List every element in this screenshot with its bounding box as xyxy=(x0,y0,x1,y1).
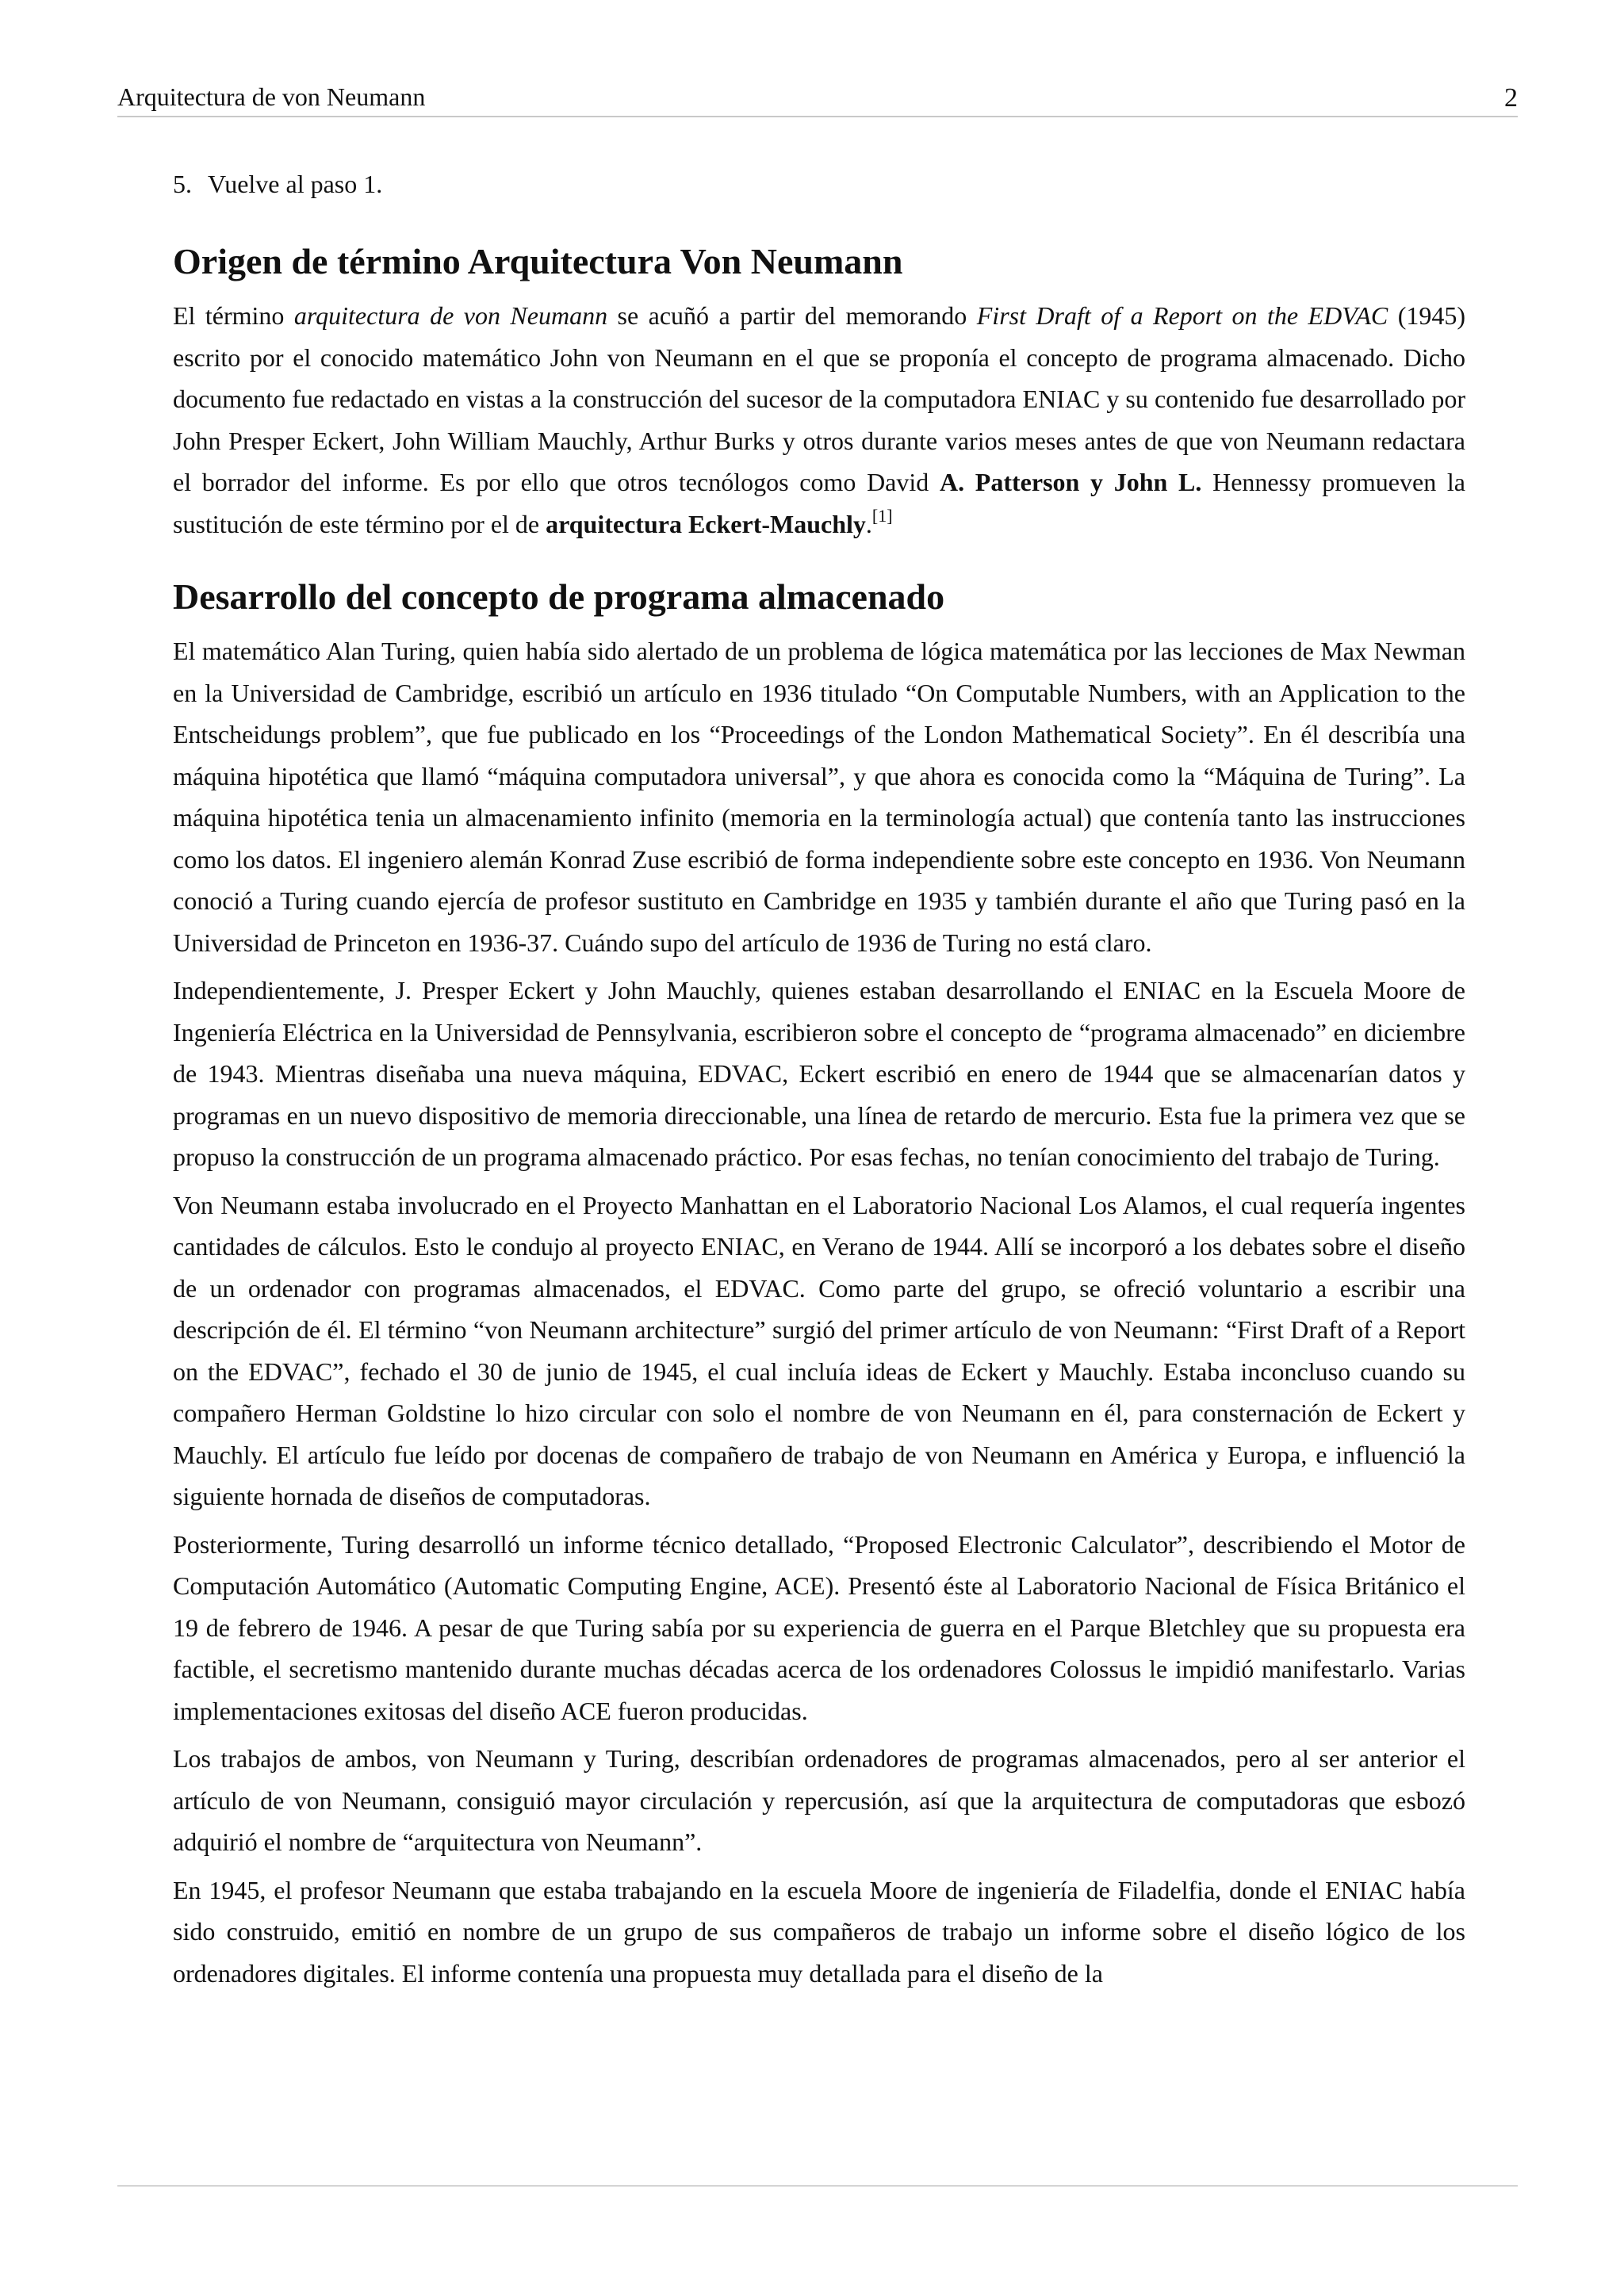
list-item-text: Vuelve al paso 1. xyxy=(208,170,383,198)
italic-term: arquitectura de von Neumann xyxy=(293,301,608,330)
bold-name: A. Patterson y John L. xyxy=(939,468,1202,496)
text-run: (1945) escrito por el conocido matemático John von Neumann en el que se proponía el concepto de programa almacenado. Dicho documento fue redactado en vistas a la construcción del sucesor de la computadora ENIAC y su contenido fue desarrollado por John Presper Eckert, John William Mauchly, Arthur Burks y otros durante varios meses antes de que von Neumann redactara el borrador del informe. Es por ello que otros tecnólogos como David xyxy=(173,301,1466,496)
text-run: se acuñó a partir del memorando xyxy=(607,301,977,330)
section-heading-desarrollo: Desarrollo del concepto de programa almacenado xyxy=(173,576,945,617)
paragraph xyxy=(173,295,1465,545)
paragraph: Independientemente, J. Presper Eckert y John Mauchly, quienes estaban desarrollando el ENIAC en la Escuela Moore de Ingeniería Eléctrica en la Universidad de Pennsylvania, escribieron sobre el concepto de “programa almacenado” en diciembre de 1943. Mientras diseñaba una nueva máquina, EDVAC, Eckert escribió en enero de 1944 que se almacenarían datos y programas en un nuevo dispositivo de memoria direccionable, una línea de retardo de mercurio. Esta fue la primera vez que se propuso la construcción de un programa almacenado práctico. Por esas fechas, no tenían conocimiento del trabajo de Turing. xyxy=(173,976,1465,1171)
paragraph: El matemático Alan Turing, quien había sido alertado de un problema de lógica matemática por las lecciones de Max Newman en la Universidad de Cambridge, escribió un artículo en 1936 titulado “On Computable Numbers, with an Application to the Entscheidungs problem”, que fue publicado en los “Proceedings of the London Mathematical Society”. En él describía una máquina hipotética que llamó “máquina computadora universal”, y que ahora es conocida como la “Máquina de Turing”. La máquina hipotética tenia un almacenamiento infinito (memoria en la terminología actual) que contenía tanto las instrucciones como los datos. El ingeniero alemán Konrad Zuse escribió de forma independiente sobre este concepto en 1936. Von Neumann conoció a Turing cuando ejercía de profesor sustituto en Cambridge en 1935 y también durante el año que Turing pasó en la Universidad de Princeton en 1936-37. Cuándo supo del artículo de 1936 de Turing no está claro. xyxy=(173,637,1465,957)
italic-title: First Draft of a Report on the EDVAC xyxy=(976,301,1388,330)
paragraph: Von Neumann estaba involucrado en el Proyecto Manhattan en el Laboratorio Nacional Los Alamos, el cual requería ingentes cantidades de cálculos. Esto le condujo al proyecto ENIAC, en Verano de 1944. Allí se incorporó a los debates sobre el diseño de un ordenador con programas almacenados, el EDVAC. Como parte del grupo, se ofreció voluntario a escribir una descripción de él. El término “von Neumann architecture” surgió del primer artículo de von Neumann: “First Draft of a Report on the EDVAC”, fechado el 30 de junio de 1945, el cual incluía ideas de Eckert y Mauchly. Estaba inconcluso cuando su compañero Herman Goldstine lo hizo circular con solo el nombre de von Neumann en él, para consternación de Eckert y Mauchly. El artículo fue leído por docenas de compañero de trabajo de von Neumann en América y Europa, e influenció la siguiente hornada de diseños de computadoras. xyxy=(173,1190,1465,1510)
main-content xyxy=(173,166,1465,2000)
list-item-number: 5. xyxy=(173,170,192,198)
paragraph: Los trabajos de ambos, von Neumann y Turing, describían ordenadores de programas almacenados, pero al ser anterior el artículo de von Neumann, consiguió mayor circulación y repercusión, así que la arquitectura de computadoras que esbozó adquirió el nombre de “arquitectura von Neumann”. xyxy=(173,1744,1465,1856)
list-item xyxy=(173,166,1465,201)
page-number: 2 xyxy=(1504,83,1518,113)
text-run: . xyxy=(865,509,872,538)
page-header xyxy=(117,76,1518,117)
reference-link[interactable]: [1] xyxy=(871,505,893,526)
section-heading-origen: Origen de término Arquitectura Von Neumann xyxy=(173,241,903,281)
footer-divider xyxy=(117,2185,1518,2187)
running-title: Arquitectura de von Neumann xyxy=(117,82,426,111)
paragraph: Posteriormente, Turing desarrolló un informe técnico detallado, “Proposed Electronic Calculator”, describiendo el Motor de Computación Automático (Automatic Computing Engine, ACE). Presentó éste al Laboratorio Nacional de Física Británico el 19 de febrero de 1946. A pesar de que Turing sabía por su experiencia de guerra en el Parque Bletchley que su propuesta era factible, el secretismo mantenido durante muchas décadas acerca de los ordenadores Colossus le impidió manifestarlo. Varias implementaciones exitosas del diseño ACE fueron producidas. xyxy=(173,1529,1465,1725)
text-run: El término xyxy=(173,301,294,330)
paragraph: En 1945, el profesor Neumann que estaba trabajando en la escuela Moore de ingeniería de Filadelfia, donde el ENIAC había sido construido, emitió en nombre de un grupo de sus compañeros de trabajo un informe sobre el diseño lógico de los ordenadores digitales. El informe contenía una propuesta muy detallada para el diseño de la xyxy=(173,1875,1465,1988)
bold-term: arquitectura Eckert-Mauchly xyxy=(546,509,866,538)
text-run: Hennessy promueven la sustitución de este término por el de xyxy=(173,468,1466,538)
